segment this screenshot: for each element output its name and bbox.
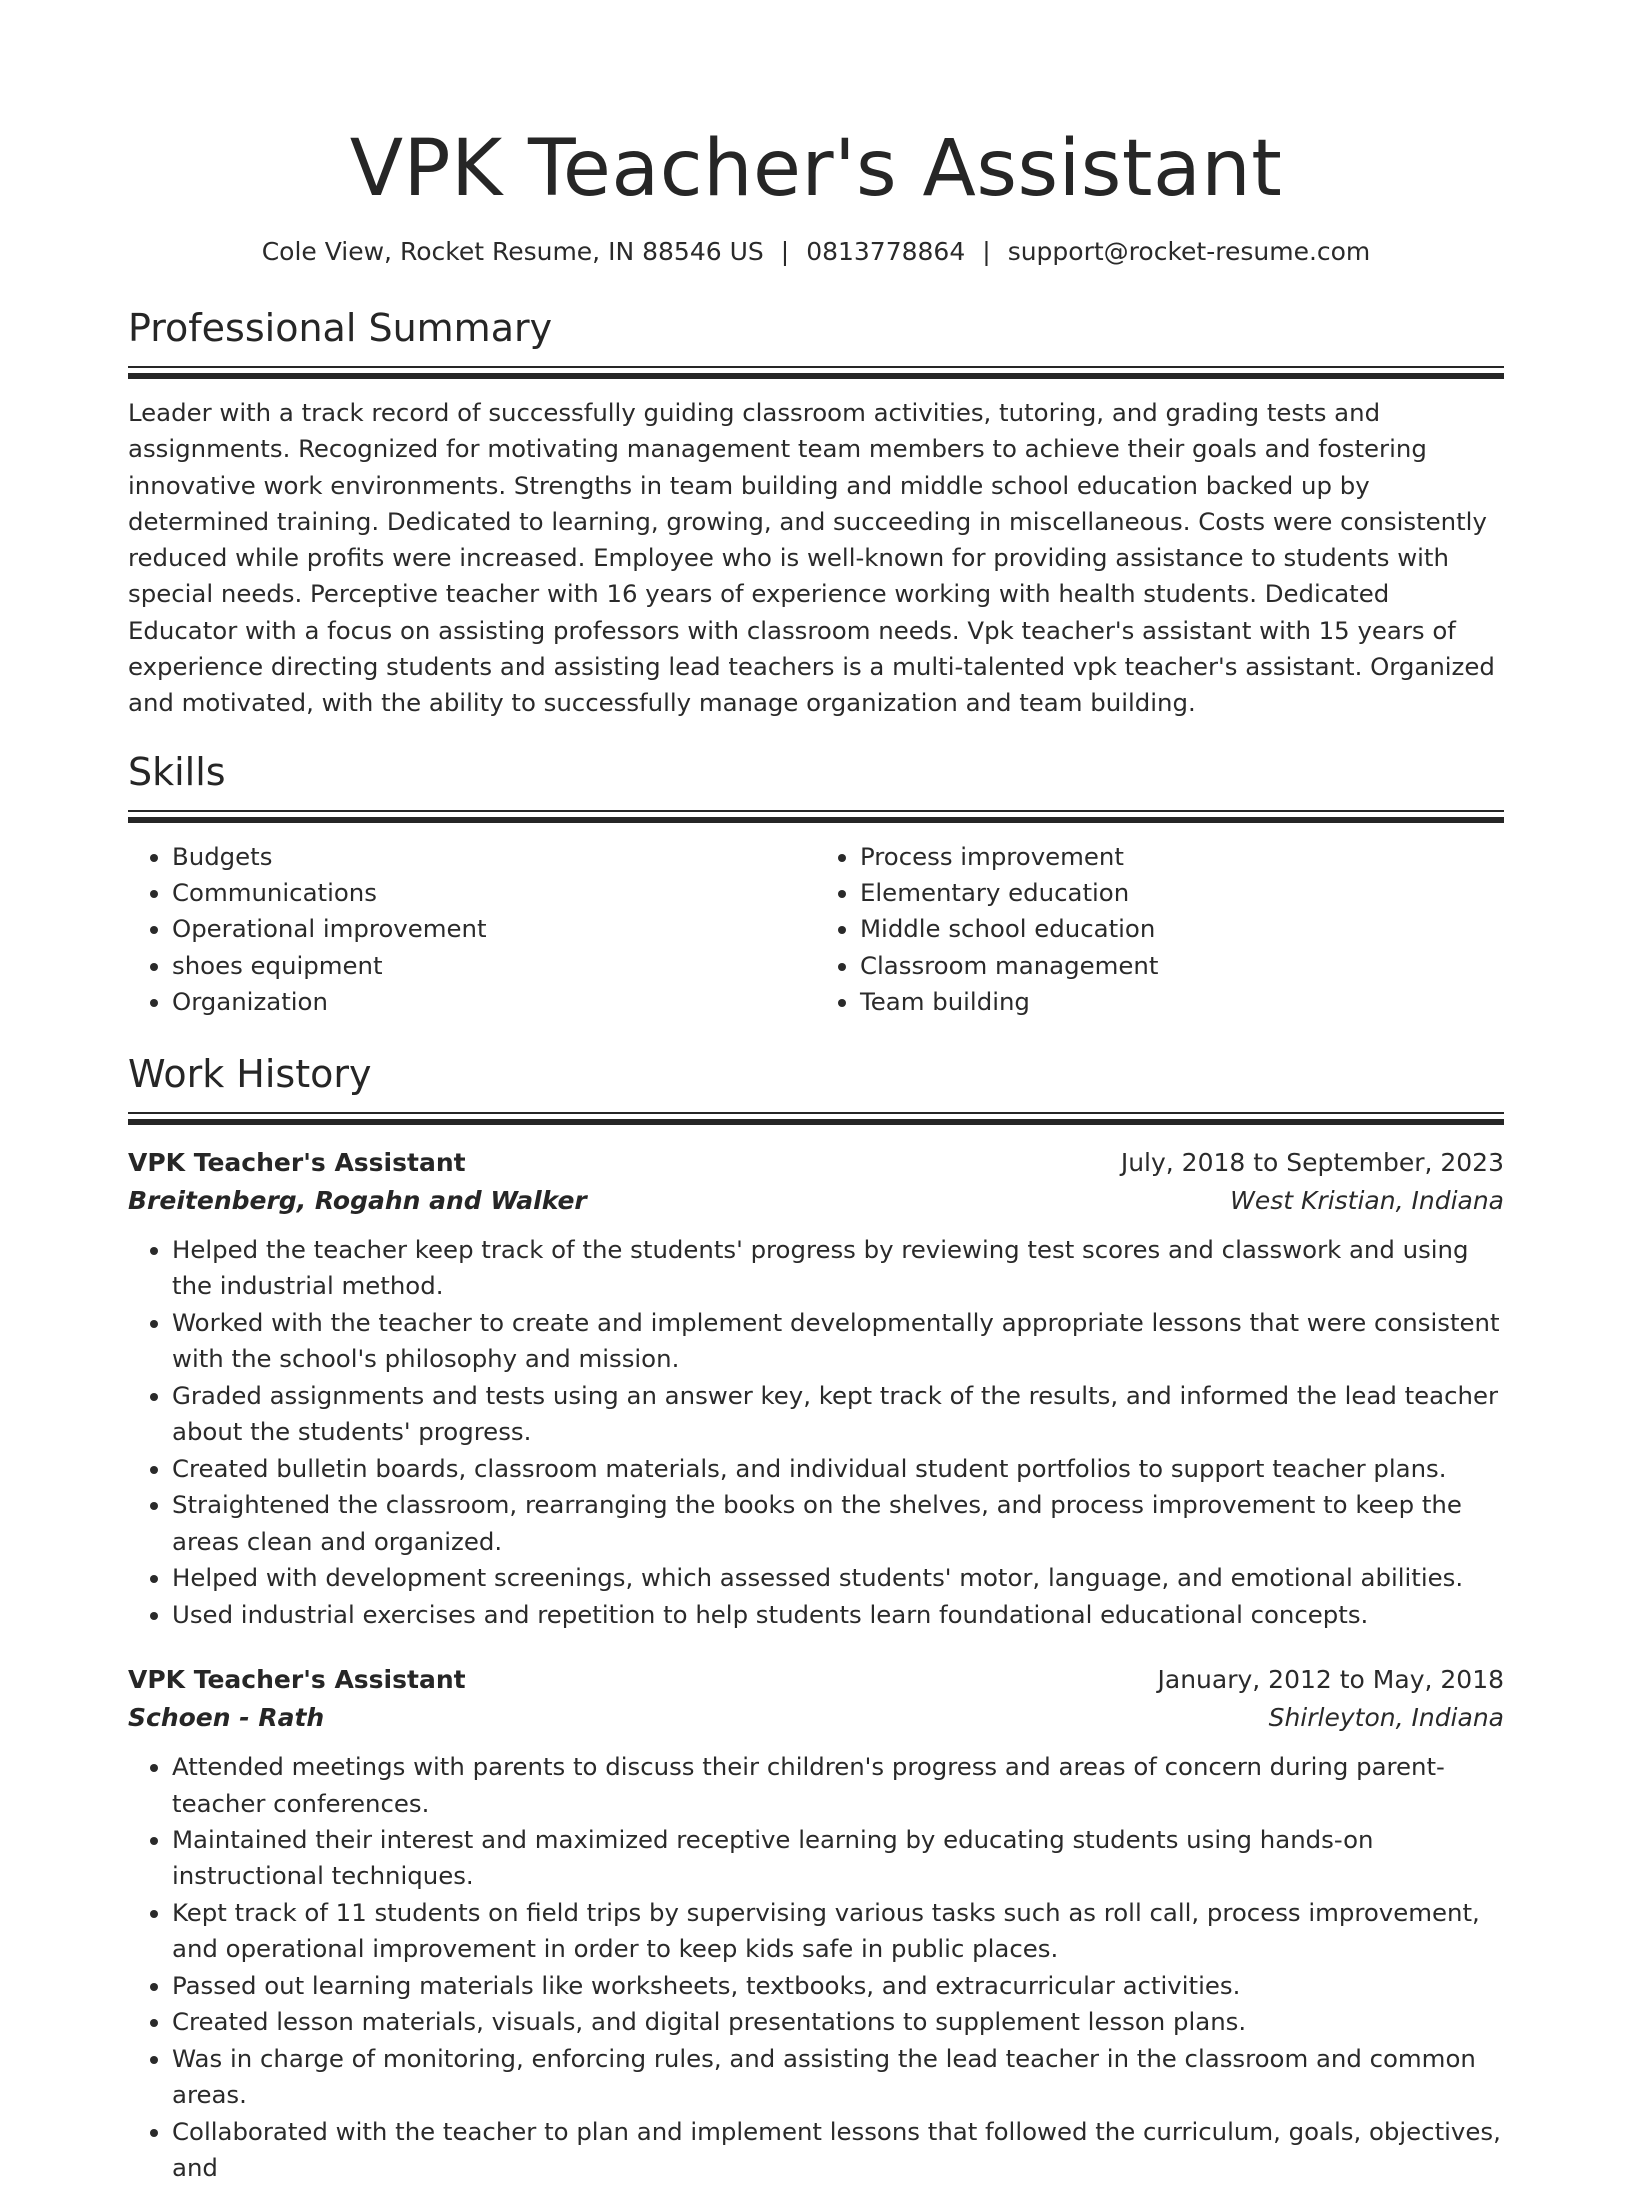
job-bullet: • Kept track of 11 students on field trips by supervising various tasks such as roll call, process improvement, and operational improvement in order to keep kids safe in public places.: [172, 1895, 1504, 1968]
skills-heading: Skills: [128, 749, 226, 794]
skill-item: • Process improvement: [860, 839, 1504, 875]
skills-section: [128, 748, 1504, 1020]
skills-list: [128, 839, 1504, 1020]
job-bullet: • Maintained their interest and maximized receptive learning by educating students using hands-on instructional techniques.: [172, 1822, 1504, 1895]
job-bullet: • Collaborated with the teacher to plan and implement lessons that followed the curriculum, goals, objectives, and: [172, 2114, 1504, 2187]
job-bullet: • Created lesson materials, visuals, and digital presentations to supplement lesson plans.: [172, 2004, 1504, 2040]
job-title: VPK Teacher's Assistant: [128, 1148, 466, 1178]
skill-item: • Team building: [860, 984, 1504, 1020]
contact-separator: |: [780, 237, 790, 266]
contact-email: support@rocket-resume.com: [1007, 237, 1371, 266]
skill-item: • Classroom management: [860, 948, 1504, 984]
job-dates: July, 2018 to September, 2023: [1120, 1148, 1504, 1178]
resume-page: [128, 0, 1504, 2187]
section-divider: [128, 1112, 1504, 1125]
contact-line: [128, 236, 1504, 268]
skill-item: • Operational improvement: [172, 911, 816, 947]
job-entry: [128, 1144, 1504, 1633]
contact-separator: |: [982, 237, 991, 266]
work-history-heading: Work History: [128, 1052, 372, 1097]
job-bullet: • Worked with the teacher to create and implement developmentally appropriate lessons that were consistent with the school's philosophy and mission.: [172, 1305, 1504, 1378]
work-history-section: [128, 1050, 1504, 2186]
job-bullet: • Graded assignments and tests using an answer key, kept track of the results, and informed the lead teacher about the students' progress.: [172, 1378, 1504, 1451]
job-bullet: • Created bulletin boards, classroom materials, and individual student portfolios to support teacher plans.: [172, 1451, 1504, 1487]
job-dates: January, 2012 to May, 2018: [1157, 1665, 1504, 1695]
skill-item: • Middle school education: [860, 911, 1504, 947]
job-entry: [128, 1661, 1504, 2186]
job-bullet: • Attended meetings with parents to discuss their children's progress and areas of concern during parent-teacher conferences.: [172, 1749, 1504, 1822]
skills-column-right: [816, 839, 1504, 1020]
job-subheader: [128, 1182, 1504, 1220]
job-location: West Kristian, Indiana: [1230, 1186, 1504, 1216]
job-company: Breitenberg, Rogahn and Walker: [128, 1186, 587, 1216]
job-responsibilities: [128, 1749, 1504, 2186]
section-divider: [128, 366, 1504, 379]
contact-phone: 0813778864: [806, 237, 966, 266]
contact-address: Cole View, Rocket Resume, IN 88546 US: [261, 237, 764, 266]
skill-item: • Budgets: [172, 839, 816, 875]
job-bullet: • Straightened the classroom, rearranging the books on the shelves, and process improvement to keep the areas clean and organized.: [172, 1487, 1504, 1560]
job-location: Shirleyton, Indiana: [1268, 1703, 1504, 1733]
skill-item: • Organization: [172, 984, 816, 1020]
job-title: VPK Teacher's Assistant: [128, 1665, 466, 1695]
job-company: Schoen - Rath: [128, 1703, 325, 1733]
job-header: [128, 1144, 1504, 1182]
job-bullet: • Helped with development screenings, which assessed students' motor, language, and emotional abilities.: [172, 1560, 1504, 1596]
candidate-name: VPK Teacher's Assistant: [349, 124, 1283, 214]
skill-item: • Elementary education: [860, 875, 1504, 911]
job-bullet: • Helped the teacher keep track of the students' progress by reviewing test scores and classwork and using the industrial method.: [172, 1232, 1504, 1305]
summary-section: [128, 304, 1504, 722]
skills-column-left: [128, 839, 816, 1020]
job-bullet: • Was in charge of monitoring, enforcing rules, and assisting the lead teacher in the classroom and common areas.: [172, 2041, 1504, 2114]
summary-heading: Professional Summary: [128, 306, 553, 350]
skill-item: • Communications: [172, 875, 816, 911]
job-header: [128, 1661, 1504, 1699]
job-responsibilities: [128, 1232, 1504, 1633]
job-bullet: • Used industrial exercises and repetition to help students learn foundational educational concepts.: [172, 1597, 1504, 1633]
skill-item: • shoes equipment: [172, 948, 816, 984]
job-subheader: [128, 1699, 1504, 1737]
summary-text: Leader with a track record of successfully guiding classroom activities, tutoring, and grading tests and assignments. Recognized for motivating management team members to achieve their goals and fostering innovative work environments. Strengths in team building and middle school education backed up by determined training. Dedicated to learning, growing, and succeeding in miscellaneous. Costs were consistently reduced while profits were increased. Employee who is well-known for providing assistance to students with special needs. Perceptive teacher with 16 years of experience working with health students. Dedicated Educator with a focus on assisting professors with classroom needs. Vpk teacher's assistant with 15 years of experience directing students and assisting lead teachers is a multi-talented vpk teacher's assistant. Organized and motivated, with the ability to successfully manage organization and team building.: [128, 398, 1495, 718]
job-bullet: • Passed out learning materials like worksheets, textbooks, and extracurricular activities.: [172, 1968, 1504, 2004]
section-divider: [128, 810, 1504, 823]
